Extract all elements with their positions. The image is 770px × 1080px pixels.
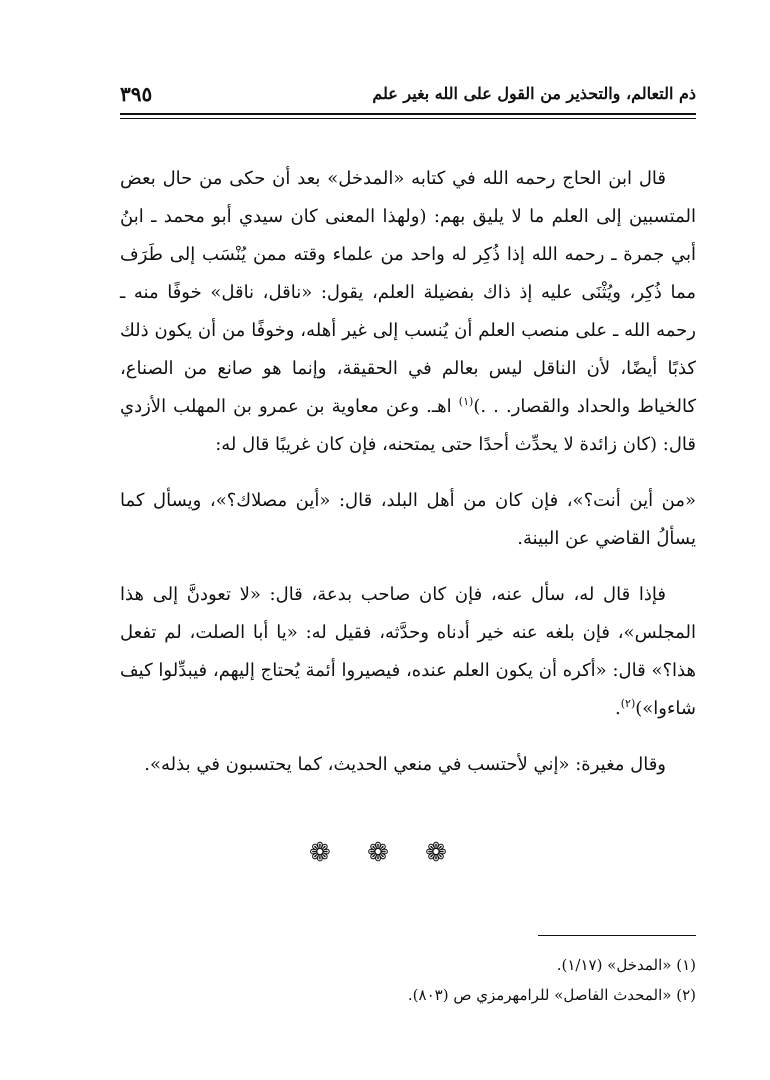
paragraph-1-text: قال ابن الحاج رحمه الله في كتابه «المدخل» بعد أن حكى من حال بعض المتسبين إلى العلم ما لا يليق بهم: (ولهذا المعنى كان سيدي أبو محمد ـ ابنُ أبي جمرة ـ رحمه الله إذا ذُكِر له واحد من علماء وقته ممن يُنْسَب إلى طَرَف مما ذُكِر، ويُثْنَى عليه إذ ذاك بفضيلة العلم، يقول: «ناقل، ناقل» خوفًا منه ـ رحمه الله ـ على منصب العلم أن يُنسب إلى غير أهله، وخوفًا من أن يكون ذلك كذبًا أيضًا، لأن الناقل ليس بعالم في الحقيقة، وإنما هو صانع من الصناع، كالخياط والحداد والقصار. . .) xyxy=(120,168,697,417)
footnotes xyxy=(120,950,696,1010)
paragraph-1 xyxy=(120,160,696,464)
footnote-ref-1[interactable]: (١) xyxy=(458,395,474,408)
page-number: ٣٩٥ xyxy=(120,82,153,106)
paragraph-3-tail: . xyxy=(614,698,621,719)
paragraph-1-tail: اهـ. وعن معاوية بن عمرو بن المهلب الأزدي قال: (كان زائدة لا يحدِّث أحدًا حتى يمتحنه، فإن كان غريبًا قال له: xyxy=(120,396,696,455)
footnote-1: (١) «المدخل» (١/١٧). xyxy=(556,956,696,974)
paragraph-3-text: فإذا قال له، سأل عنه، فإن كان صاحب بدعة، قال: «لا تعودنَّ إلى هذا المجلس»، فإن بلغه عنه خير أدناه وحدَّثه، فقيل له: «يا أبا الصلت، لم تفعل هذا؟» قال: «أكره أن يكون العلم عنده، فيصيروا أئمة يُحتاج إليهم، فيبدِّلوا كيف شاءوا») xyxy=(120,584,696,719)
footnote-rule xyxy=(538,935,696,936)
header-rule xyxy=(120,113,696,119)
section-ornament: ❁ ❁ ❁ xyxy=(309,838,461,868)
footnote-ref-2[interactable]: (٢) xyxy=(620,697,636,710)
main-text xyxy=(120,160,696,802)
paragraph-2: «من أين أنت؟»، فإن كان من أهل البلد، قال: «أين مصلاك؟»، ويسأل كما يسألُ القاضي عن البينة. xyxy=(120,490,696,549)
paragraph-4: وقال مغيرة: «إني لأحتسب في منعي الحديث، كما يحتسبون في بذله». xyxy=(144,754,666,775)
paragraph-3 xyxy=(120,576,696,728)
footnote-2: (٢) «المحدث الفاصل» للرامهرمزي ص (٨٠٣). xyxy=(407,986,696,1004)
running-header xyxy=(120,84,696,114)
header-title: ذم التعالم، والتحذير من القول على الله بغير علم xyxy=(372,84,696,103)
